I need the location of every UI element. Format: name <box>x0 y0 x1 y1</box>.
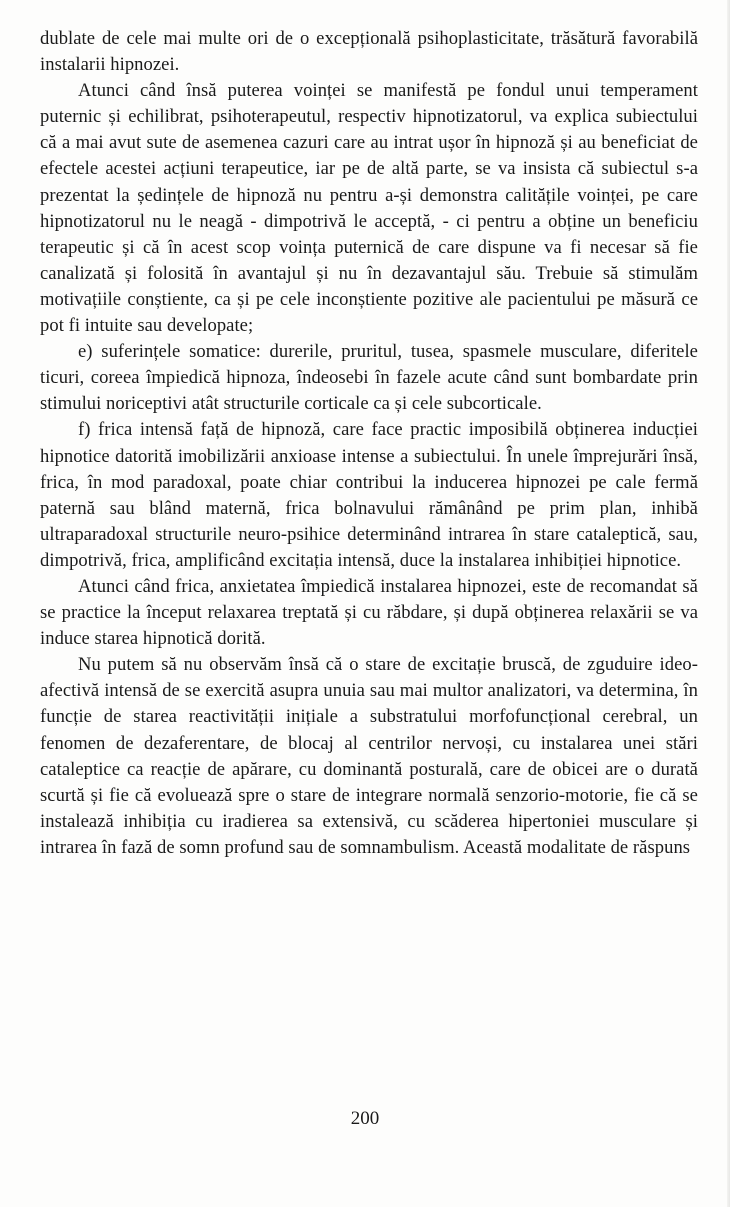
paragraph-4: f) frica intensă față de hipnoză, care face practic imposibilă obținerea inducției hipnotice datorită imobilizării anxioase intense a subiectului. În unele împrejurări însă, frica, în mod paradoxal, poate chiar contribui la inducerea hipnozei pe cale fermă paternă sau blând maternă, frica bolnavului rămânând pe prim plan, inhibă ultraparadoxal structurile neuro-psihice determinând intrarea în stare cataleptică, sau, dimpotrivă, frica, amplificând excitația intensă, duce la instalarea inhibiției hipnotice. <box>40 419 698 571</box>
body-text <box>40 26 698 861</box>
paragraph-2: Atunci când însă puterea voinței se manifestă pe fondul unui temperament puternic și echilibrat, psihoterapeutul, respectiv hipnotizatorul, va explica subiectului că a mai avut sute de asemenea cazuri care au intrat ușor în hipnoză și au beneficiat de efectele acestei acțiuni terapeutice, iar pe de altă parte, se va insista că subiectul s-a prezentat la ședințele de hipnoză nu pentru a-și demonstra calitățile voinței, pe care hipnotizatorul nu le neagă - dimpotrivă le acceptă, - ci pentru a obține un beneficiu terapeutic și că în acest scop voința puternică de care dispune va fi necesar să fie canalizată și folosită în avantajul și nu în dezavantajul său. Trebuie să stimulăm motivațiile conștiente, ca și pe cele inconștiente pozitive ale pacientului pe măsură ce pot fi intuite sau developate; <box>40 80 698 337</box>
paragraph-3: e) suferințele somatice: durerile, pruritul, tusea, spasmele musculare, diferitele ticuri, coreea împiedică hipnoza, îndeosebi în fazele acute când sunt bombardate prin stimului noriceptivi atât structurile corticale ca și cele subcorticale. <box>40 341 698 415</box>
paragraph-5: Atunci când frica, anxietatea împiedică instalarea hipnozei, este de recomandat să se practice la început relaxarea treptată și cu răbdare, și după obținerea relaxării se va induce starea hipnotică dorită. <box>40 575 698 650</box>
page-number: 200 <box>350 1108 380 1129</box>
paragraph-1: dublate de cele mai multe ori de o excepțională psihoplasticitate, trăsătură favorabilă instalarii hipnozei. <box>40 28 698 76</box>
paragraph-6: Nu putem să nu observăm însă că o stare de excitație bruscă, de zguduire ideo-afectivă intensă de se exercită asupra unuia sau mai multor analizatori, va determina, în funcție de starea reactivității inițiale a substratului morfofuncțional cerebral, un fenomen de dezaferentare, de blocaj al centrilor nervoși, cu instalarea unei stări cataleptice ca reacție de apărare, cu dominantă posturală, care de obicei are o durată scurtă și fie că evoluează spre o stare de integrare normală senzorio-motorie, fie că se instalează inhibiția cu iradierea sa extensivă, cu scăderea hipertoniei musculare și intrarea în fază de somn profund sau de somnambulism. Această modalitate de răspuns <box>40 654 698 858</box>
